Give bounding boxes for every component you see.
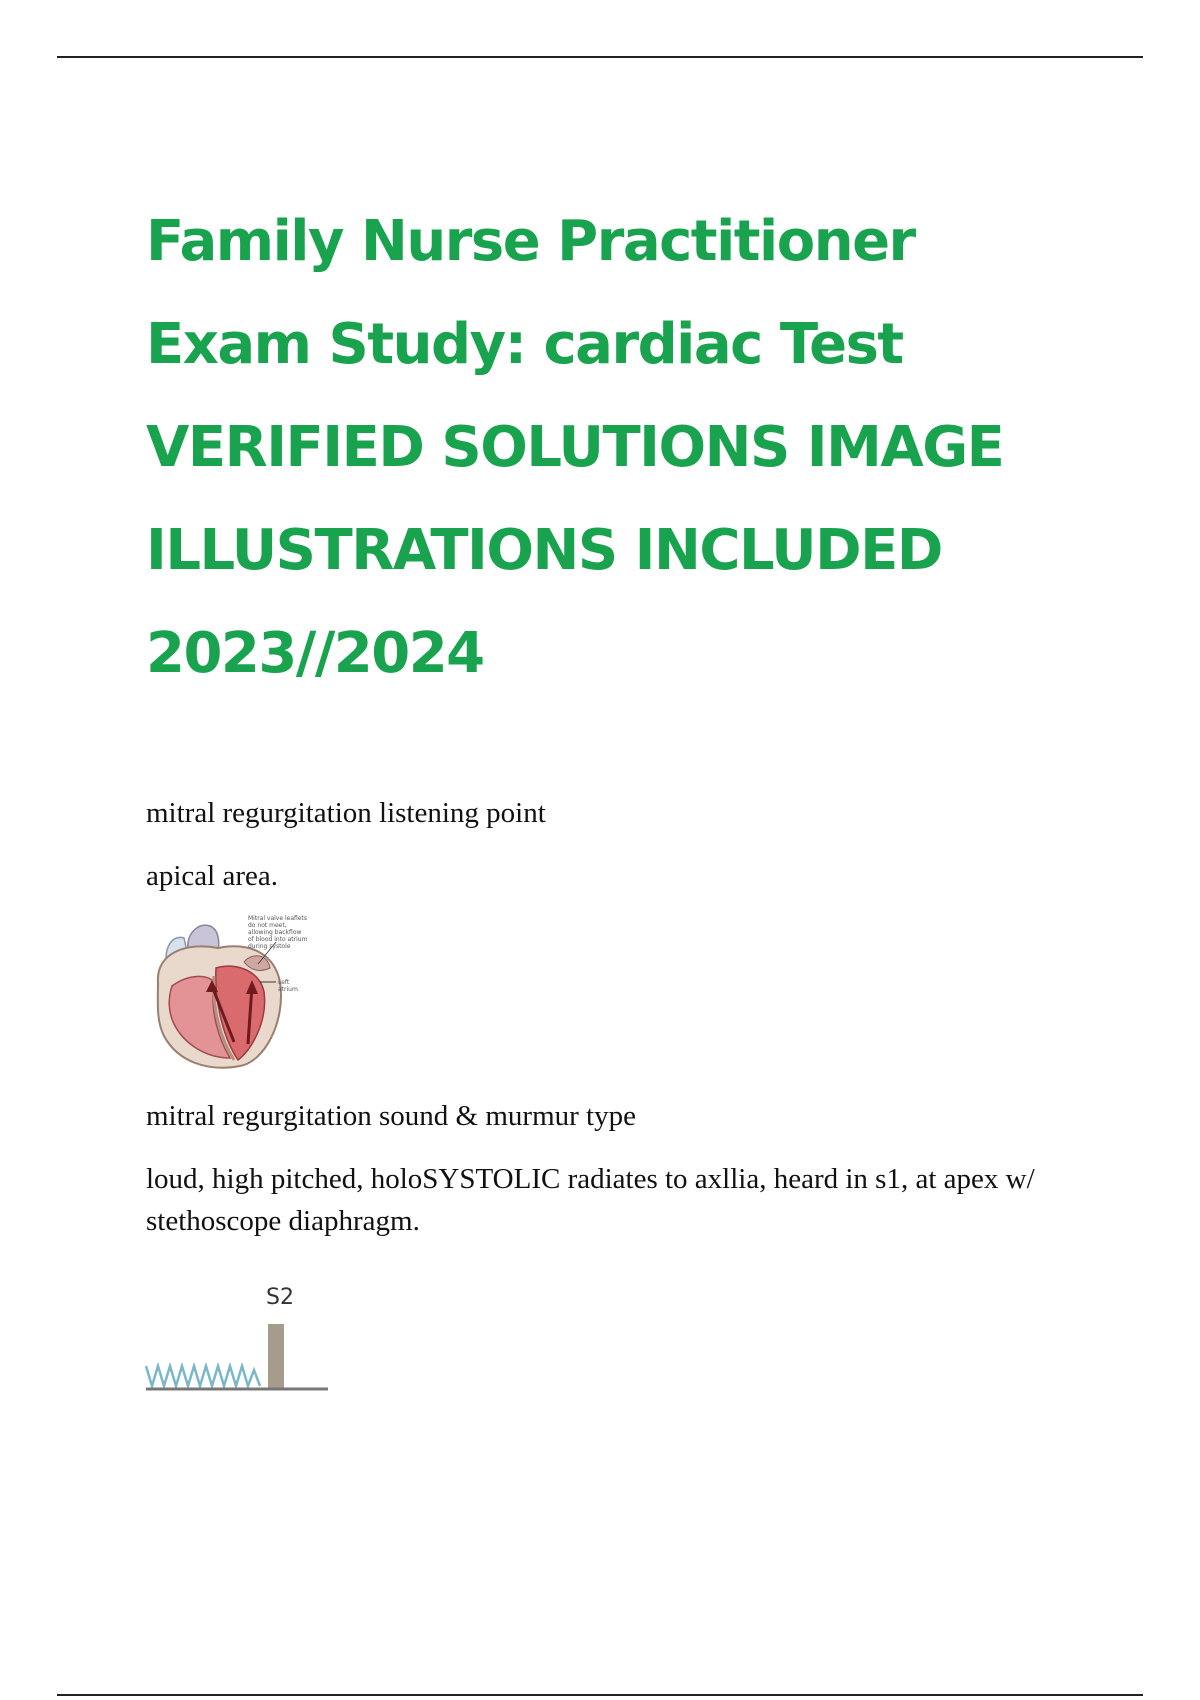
question-1: mitral regurgitation listening point [146,797,546,829]
title-line-5: 2023//2024 [146,621,484,686]
heart-diagram-svg [148,912,328,1072]
footer-rule [57,1694,1143,1696]
answer-1: apical area. [146,860,279,892]
murmur-zigzag [146,1366,260,1386]
heart-illustration [148,912,328,1072]
s2-label: S2 [266,1285,294,1310]
question-2: mitral regurgitation sound & murmur type [146,1100,636,1132]
murmur-waveform-illustration [144,1280,334,1410]
title-line-2: Exam Study: cardiac Test [146,312,903,377]
title-line-1: Family Nurse Practitioner [146,209,915,274]
s2-bar [268,1324,284,1388]
heart-annotation: Mitral valve leaflets do not meet, allowing backflow of blood into atrium during systole [248,915,308,950]
header-rule [57,56,1143,58]
title-line-4: ILLUSTRATIONS INCLUDED [146,518,942,583]
title-line-3: VERIFIED SOLUTIONS IMAGE [146,415,1004,480]
murmur-waveform-svg [144,1280,334,1410]
document-title [146,190,1126,705]
heart-label-left-atrium: Left atrium [278,979,298,993]
answer-2: loud, high pitched, holoSYSTOLIC radiates to axllia, heard in s1, at apex w/ stethoscope diaphragm. [146,1163,1035,1237]
